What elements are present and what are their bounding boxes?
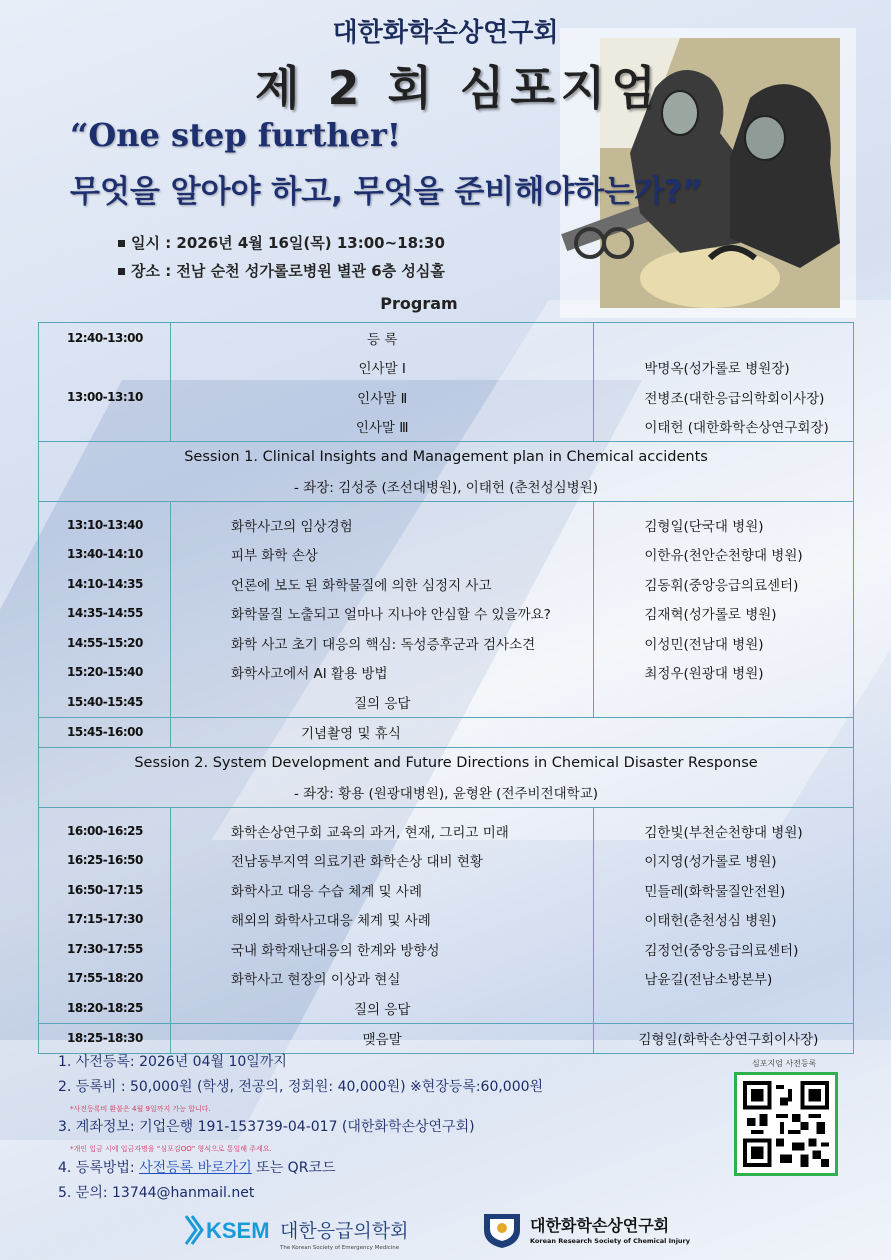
row-topic: 화학사고의 임상경험 [171, 510, 594, 540]
row-speaker: 이한유(천안순천향대 병원) [594, 540, 854, 570]
registration-link[interactable]: 사전등록 바로가기 [139, 1160, 252, 1176]
row-speaker: 박명옥(성가롤로 병원장) [594, 353, 854, 383]
row-topic: 인사말 Ⅱ [171, 382, 594, 412]
table-row [39, 510, 854, 540]
row-time: 18:20-18:25 [39, 993, 171, 1023]
table-row [39, 628, 854, 658]
table-row [39, 905, 854, 935]
account-note-text: *개인 입금 시에 입금자명을 “심포김OO” 형식으로 통일해 주세요. [70, 1145, 272, 1153]
row-time: 17:30-17:55 [39, 934, 171, 964]
row-time: 17:15-17:30 [39, 905, 171, 935]
row-time: 13:10-13:40 [39, 510, 171, 540]
table-row [39, 353, 854, 383]
ksem-name: 대한응급의학회 [280, 1220, 409, 1242]
spacer-row [39, 502, 854, 511]
row-time: 14:55-15:20 [39, 628, 171, 658]
event-date-text: 일시 : 2026년 4월 16일(목) 13:00~18:30 [131, 234, 445, 252]
ksem-english: The Korean Society of Emergency Medicine [280, 1245, 400, 1251]
slogan-line-2: 무엇을 알아야 하고, 무엇을 준비해야하는가?” [70, 174, 703, 210]
row-topic: 질의 응답 [171, 687, 594, 717]
footer-account-info: 3. 계좌정보: 기업은행 191-153739-04-017 (대한화학손상연구회) [58, 1119, 475, 1135]
organizer-name: 대한화학손상연구회 [332, 18, 559, 48]
table-row [39, 569, 854, 599]
row-topic: 화학물질 노출되고 얼마나 지나야 안심할 수 있을까요? [171, 599, 594, 629]
row-time: 12:40-13:00 [39, 323, 171, 353]
row-time: 14:10-14:35 [39, 569, 171, 599]
row-speaker: 김정언(중앙응급의료센터) [594, 934, 854, 964]
row-topic: 화학사고 대응 수습 체계 및 사례 [171, 875, 594, 905]
row-time: 16:25-16:50 [39, 846, 171, 876]
row-topic: 화학손상연구회 교육의 과거, 현재, 그리고 미래 [171, 816, 594, 846]
table-row [39, 964, 854, 994]
krsci-name: 대한화학손상연구회 [530, 1216, 670, 1235]
footer-registration-fee: 2. 등록비 : 50,000원 (학생, 전공의, 정회원: 40,000원) ※현장등록:60,000원 [58, 1079, 544, 1095]
row-topic: 국내 화학재난대응의 한계와 방향성 [171, 934, 594, 964]
krsci-logo [478, 1206, 738, 1250]
bullet-icon [118, 268, 125, 275]
table-row [39, 658, 854, 688]
row-speaker: 김재혁(성가롤로 병원) [594, 599, 854, 629]
row-speaker: 이지영(성가롤로 병원) [594, 846, 854, 876]
row-speaker [594, 687, 854, 717]
row-time: 16:00-16:25 [39, 816, 171, 846]
row-time [39, 353, 171, 383]
row-speaker: 김동휘(중앙응급의료센터) [594, 569, 854, 599]
row-speaker [594, 323, 854, 353]
session-header [39, 748, 854, 778]
row-speaker: 최정우(원광대 병원) [594, 658, 854, 688]
method-prefix: 4. 등록방법: [58, 1160, 140, 1176]
table-row [39, 846, 854, 876]
page-title: 제 2 회 심포지엄 [255, 61, 662, 115]
row-time: 15:45-16:00 [39, 717, 171, 748]
row-topic: 전남동부지역 의료기관 화학손상 대비 현황 [171, 846, 594, 876]
row-speaker: 이태헌(춘천성심 병원) [594, 905, 854, 935]
table-row [39, 540, 854, 570]
row-topic: 해외의 화학사고대응 체계 및 사례 [171, 905, 594, 935]
row-speaker: 이성민(전남대 병원) [594, 628, 854, 658]
table-row [39, 412, 854, 442]
row-topic: 화학 사고 초기 대응의 핵심: 독성증후군과 검사소견 [171, 628, 594, 658]
row-time: 15:20-15:40 [39, 658, 171, 688]
qr-label: 심포지엄 사전등록 [752, 1059, 817, 1068]
row-topic: 맺음말 [171, 1023, 594, 1054]
event-venue-text: 장소 : 전남 순천 성가롤로병원 별관 6층 성심홀 [131, 262, 445, 280]
row-time: 14:35-14:55 [39, 599, 171, 629]
row-topic: 등 록 [171, 323, 594, 353]
footer-fee-note [58, 1099, 211, 1115]
row-speaker: 전병조(대한응급의학회이사장) [594, 382, 854, 412]
table-row [39, 323, 854, 353]
bullet-icon [118, 240, 125, 247]
row-time: 17:55-18:20 [39, 964, 171, 994]
row-speaker: 김형일(화학손상연구회이사장) [594, 1023, 854, 1054]
table-row [39, 599, 854, 629]
row-speaker: 남윤길(전남소방본부) [594, 964, 854, 994]
row-topic: 피부 화학 손상 [171, 540, 594, 570]
row-time: 15:40-15:45 [39, 687, 171, 717]
method-suffix: 또는 QR코드 [251, 1160, 336, 1176]
row-time: 16:50-17:15 [39, 875, 171, 905]
session-chair [39, 778, 854, 808]
table-row [39, 934, 854, 964]
row-speaker: 이태헌 (대한화학손상연구회장) [594, 412, 854, 442]
session-chair [39, 472, 854, 502]
program-heading: Program [380, 294, 458, 313]
row-speaker [594, 993, 854, 1023]
session-2-chair: - 좌장: 황용 (원광대병원), 윤형완 (전주비전대학교) [39, 778, 854, 808]
table-row [39, 687, 854, 717]
event-venue [118, 260, 445, 281]
break-row [39, 717, 854, 748]
row-topic: 언론에 보도 된 화학물질에 의한 심정지 사고 [171, 569, 594, 599]
table-row [39, 875, 854, 905]
row-time: 13:00-13:10 [39, 382, 171, 412]
row-topic: 질의 응답 [171, 993, 594, 1023]
row-speaker: 김형일(단국대 병원) [594, 510, 854, 540]
row-topic: 화학사고 현장의 이상과 현실 [171, 964, 594, 994]
fee-note-text: *사전등록비 환불은 4월 9일까지 가능 합니다. [70, 1105, 211, 1113]
row-topic: 기념촬영 및 휴식 [171, 717, 854, 748]
session-header [39, 442, 854, 472]
footer-registration-deadline: 1. 사전등록: 2026년 04월 10일까지 [58, 1054, 287, 1070]
ksem-mark: KSEM [206, 1218, 270, 1243]
row-topic: 인사말 Ⅰ [171, 353, 594, 383]
slogan-line-1: “One step further! [70, 116, 401, 154]
ksem-logo [182, 1208, 422, 1254]
table-row [39, 816, 854, 846]
session-2-title: Session 2. System Development and Future Directions in Chemical Disaster Response [39, 748, 854, 778]
footer-account-note [58, 1139, 272, 1155]
krsci-english: Korean Research Society of Chemical Injury [530, 1237, 690, 1245]
row-speaker: 민들레(화학물질안전원) [594, 875, 854, 905]
row-speaker: 김한빛(부천순천향대 병원) [594, 816, 854, 846]
row-time: 18:25-18:30 [39, 1023, 171, 1054]
closing-row [39, 1023, 854, 1054]
footer-contact: 5. 문의: 13744@hanmail.net [58, 1185, 255, 1201]
row-time: 13:40-14:10 [39, 540, 171, 570]
registration-qr-code[interactable] [734, 1072, 838, 1176]
footer-registration-method [58, 1157, 335, 1177]
table-row [39, 382, 854, 412]
row-time [39, 412, 171, 442]
event-date [118, 232, 445, 253]
program-table [38, 322, 854, 1054]
qr-icon [743, 1081, 829, 1167]
row-topic: 화학사고에서 AI 활용 방법 [171, 658, 594, 688]
session-1-chair: - 좌장: 김성중 (조선대병원), 이태헌 (춘천성심병원) [39, 472, 854, 502]
session-1-title: Session 1. Clinical Insights and Management plan in Chemical accidents [39, 442, 854, 472]
row-topic: 인사말 Ⅲ [171, 412, 594, 442]
spacer-row [39, 808, 854, 817]
table-row [39, 993, 854, 1023]
